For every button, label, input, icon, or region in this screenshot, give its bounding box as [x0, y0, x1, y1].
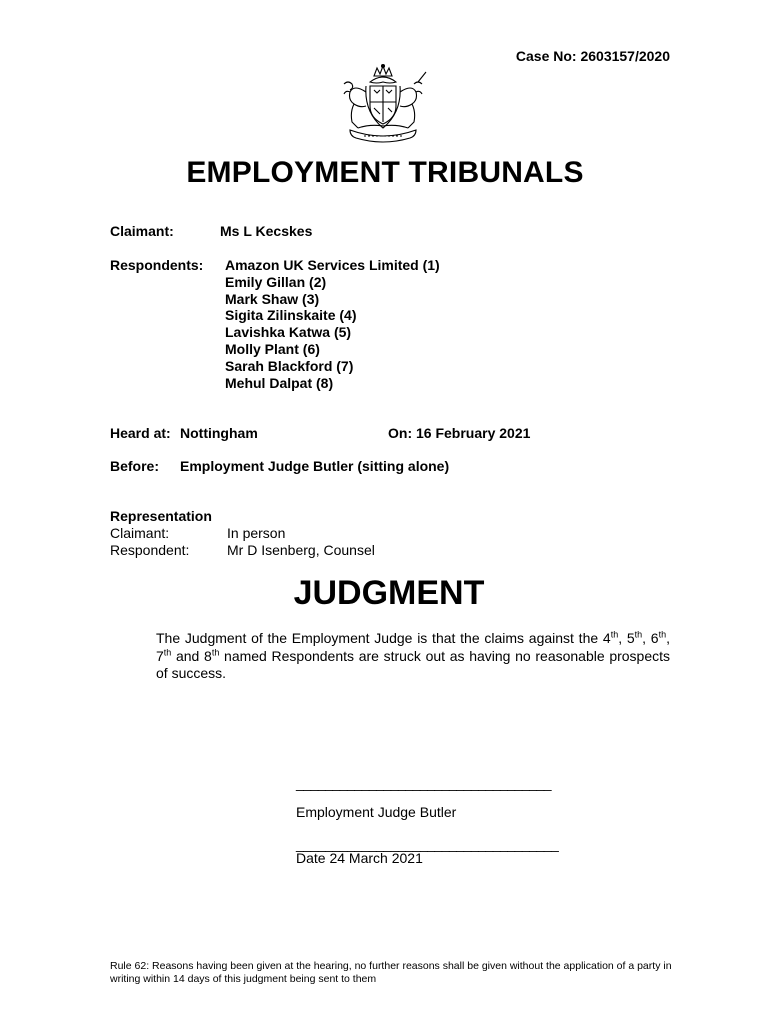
document-title: EMPLOYMENT TRIBUNALS: [186, 156, 584, 189]
respondent-item: Mehul Dalpat (8): [225, 374, 334, 391]
ordinal-suffix: th: [163, 646, 172, 657]
judge-name: Employment Judge Butler: [296, 804, 457, 820]
judgment-outro: named Respondents are struck out as having no reasonable prospects of success.: [156, 647, 671, 681]
heard-at-label: Heard at:: [110, 425, 171, 441]
respondent-item: Sarah Blackford (7): [225, 357, 354, 374]
rep-claimant-value: In person: [227, 525, 286, 541]
ordinal-suffix: th: [634, 629, 643, 640]
ordinal-number: 6: [650, 630, 659, 646]
claimant-name: Ms L Kecskes: [220, 223, 313, 239]
heard-at-value: Nottingham: [180, 425, 258, 441]
respondents-list: [225, 257, 440, 391]
claimant-label: Claimant:: [110, 223, 174, 239]
case-number: Case No: 2603157/2020: [515, 48, 670, 64]
ordinal-suffix: th: [658, 629, 667, 640]
ordinal-number: 7: [156, 647, 164, 664]
respondent-item: Amazon UK Services Limited (1): [225, 257, 440, 273]
date-line: ____________________________________: [296, 836, 559, 852]
ordinal-suffix: th: [610, 629, 619, 640]
rep-respondent-value: Mr D Isenberg, Counsel: [227, 542, 375, 558]
respondent-item: Lavishka Katwa (5): [225, 324, 352, 341]
judgment-date: Date 24 March 2021: [296, 850, 423, 866]
ordinal-suffix: th: [211, 646, 220, 657]
judgment-text: The Judgment of the Employment Judge is that the claims against the 4th, 5th, 6th, 7th and 8th named Respondents are struck out as having no reasonable prospects of success.: [156, 629, 671, 681]
respondent-item: Molly Plant (6): [225, 340, 320, 357]
before-label: Before:: [110, 458, 160, 474]
respondent-item: Sigita Zilinskaite (4): [225, 307, 357, 324]
rep-claimant-label: Claimant:: [110, 525, 170, 541]
representation-heading: Representation: [110, 508, 212, 524]
footer-note: Rule 62: Reasons having been given at the hearing, no further reasons shall be given without the application of a party in writing within 14 days of this judgment being sent to them: [110, 960, 672, 985]
hearing-date: On: 16 February 2021: [388, 425, 531, 441]
judgment-intro: The Judgment of the Employment Judge is that the claims against the 4: [156, 630, 611, 646]
respondent-item: Emily Gillan (2): [225, 273, 327, 290]
royal-coat-of-arms-icon: [330, 62, 436, 144]
ordinal-number: 5: [626, 630, 635, 646]
respondent-item: Mark Shaw (3): [225, 290, 320, 307]
before-value: Employment Judge Butler (sitting alone): [180, 458, 450, 474]
respondents-label: Respondents:: [110, 257, 204, 273]
rep-respondent-label: Respondent:: [110, 542, 190, 558]
judgment-title: JUDGMENT: [293, 574, 485, 612]
signature-line: ___________________________________: [296, 775, 552, 791]
ordinal-number: 8: [204, 647, 212, 664]
